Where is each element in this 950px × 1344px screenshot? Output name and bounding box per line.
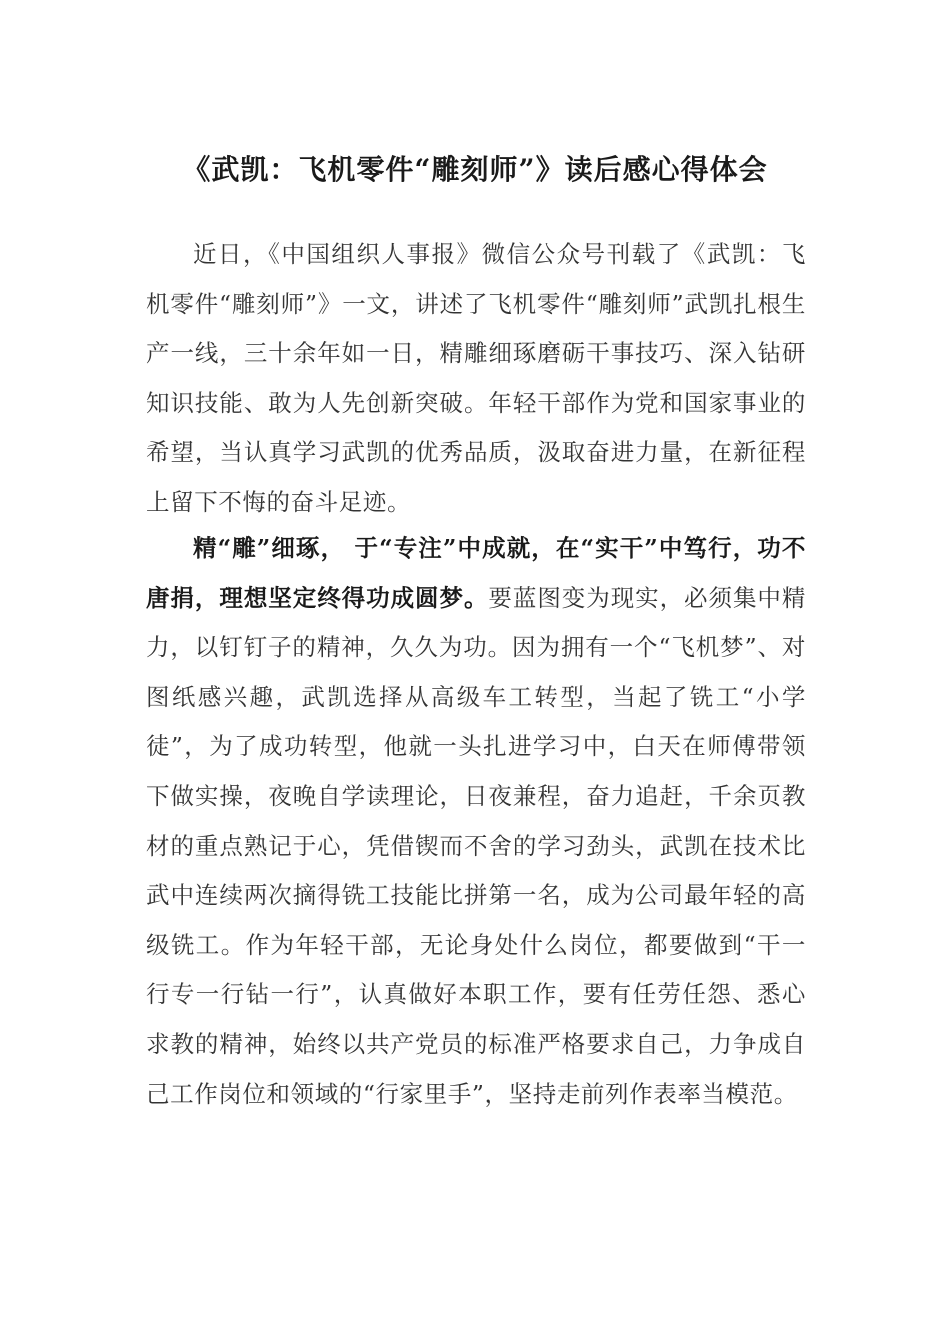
paragraph-focus-heading: 精“雕”细琢， 于“专注”中成就，在“实干”中笃行，功不唐捐，理想坚定终得功成圆梦。: [146, 534, 806, 612]
paragraph-intro-text: 近日，《中国组织人事报》微信公众号刊载了《武凯：飞机零件“雕刻师”》一文，讲述了飞机零件“雕刻师”武凯扎根生产一线，三十余年如一日，精雕细琢磨砺干事技巧、深入钻研知识技能、敢为人先创新突破。年轻干部作为党和国家事业的希望，当认真学习武凯的优秀品质，汲取奋进力量，在新征程上留下不悔的奋斗足迹。: [146, 240, 806, 516]
paragraph-intro: [146, 230, 806, 528]
paragraph-focus: [146, 524, 806, 1119]
document-title: 《武凯：飞机零件“雕刻师”》读后感心得体会: [182, 152, 768, 186]
paragraph-focus-text: 要蓝图变为现实，必须集中精力，以钉钉子的精神，久久为功。因为拥有一个“飞机梦”、对图纸感兴趣，武凯选择从高级车工转型，当起了铣工“小学徒”，为了成功转型，他就一头扎进学习中，白天在师傅带领下做实操，夜晚自学读理论，日夜兼程，奋力追赶，千余页教材的重点熟记于心，凭借锲而不舍的学习劲头，武凯在技术比武中连续两次摘得铣工技能比拼第一名，成为公司最年轻的高级铣工。作为年轻干部，无论身处什么岗位，都要做到“干一行专一行钻一行”，认真做好本职工作，要有任劳任怨、悉心求教的精神，始终以共产党员的标准严格要求自己，力争成自己工作岗位和领域的“行家里手”，坚持走前列作表率当模范。: [146, 583, 806, 1108]
